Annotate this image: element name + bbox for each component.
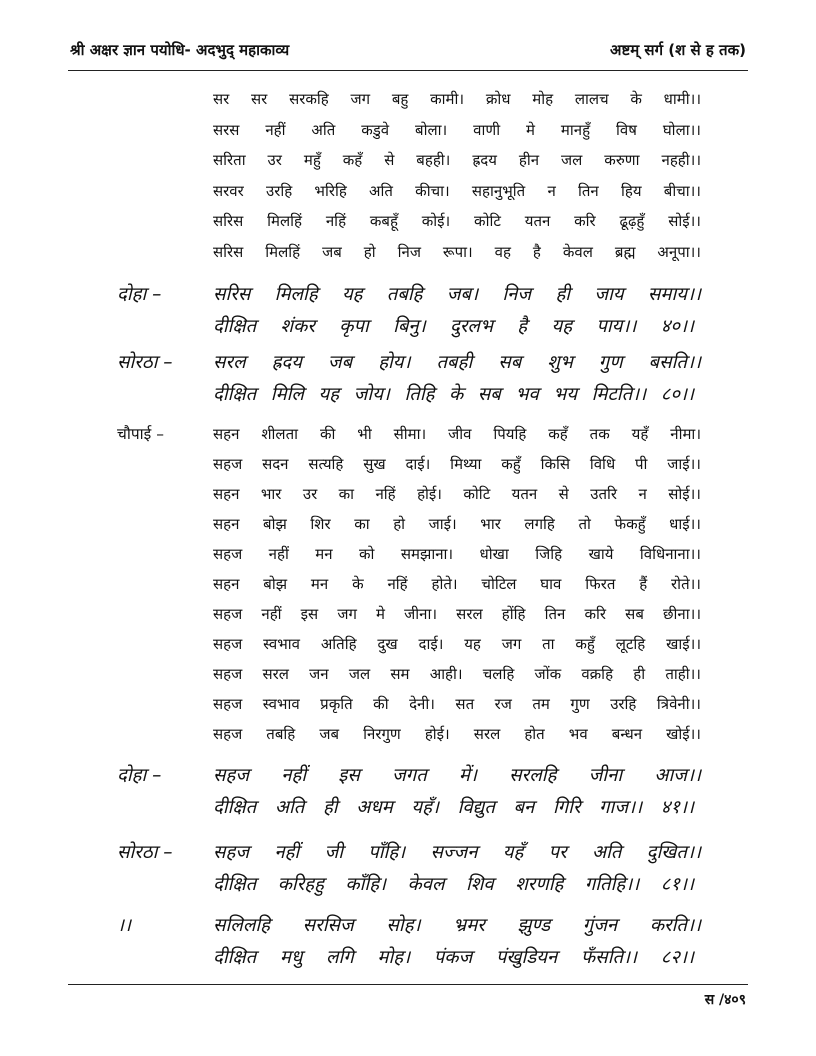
header-divider	[68, 70, 748, 71]
doha-line: दीक्षित अति ही अधम यहँ। विद्युत बन गिरि गाज।। ४१।।	[213, 797, 694, 818]
verse-line: सर सर सरकहि जग बहु कामी। क्रोध मोह लालच के धामी।।	[213, 90, 701, 108]
sortha-label: सोरठा –	[117, 842, 173, 863]
verse-line: सरिस मिलहिं नहिं कबहूँ कोई। कोटि यतन करि ढूढ़हुँ सोई।।	[213, 212, 701, 230]
verse-line: सहन भार उर का नहिं होई। कोटि यतन से उतरि न सोई।।	[213, 485, 701, 503]
verse-line: सरवर उरहि भरिहि अति कीचा। सहानुभूति न तिन हिय बीचा।।	[213, 182, 701, 200]
sortha-line: सलिलहि सरसिज सोह। भ्रमर झुण्ड गुंजन करति।।	[213, 915, 701, 936]
verse-line: सहज सदन सत्यहि सुख दाई। मिथ्या कहुँ किसि विधि पी जाई।।	[213, 455, 701, 473]
verse-line: सहज नहीं मन को समझाना। धोखा जिहि खाये विधिनाना।।	[213, 545, 701, 563]
doha-line: सरिस मिलहि यह तबहि जब। निज ही जाय समाय।।	[213, 284, 701, 305]
sortha-line: सहज नहीं जी पाँहि। सज्जन यहँ पर अति दुखित।।	[213, 842, 701, 863]
header-book-title: श्री अक्षर ज्ञान पयोधि- अदभुद् महाकाव्य	[70, 41, 290, 59]
page-number: स /४०९	[704, 992, 746, 1008]
chaupai-label: चौपाई –	[117, 425, 164, 443]
verse-line: सहज स्वभाव प्रकृति की देनी। सत रज तम गुण उरहि त्रिवेनी।।	[213, 695, 701, 713]
sortha-line: सरल ह्रदय जब होय। तबही सब शुभ गुण बसति।।	[213, 352, 701, 373]
sortha-label: सोरठा –	[117, 352, 173, 373]
sortha-label: ।।	[117, 915, 132, 936]
doha-line: दीक्षित शंकर कृपा बिनु। दुरलभ है यह पाय।। ४०।।	[213, 316, 694, 337]
footer-divider	[68, 984, 748, 985]
verse-line: सरिता उर महुँ कहँ से बहही। ह्रदय हीन जल करुणा नहही।।	[213, 151, 701, 169]
doha-line: सहज नहीं इस जगत में। सरलहि जीना आज।।	[213, 765, 701, 786]
doha-label: दोहा –	[117, 765, 162, 786]
verse-line: सरिस मिलहिं जब हो निज रूपा। वह है केवल ब्रह्म अनूपा।।	[213, 243, 701, 261]
verse-line: सरस नहीं अति कडुवे बोला। वाणी मे मानहुँ विष घोला।।	[213, 121, 701, 139]
verse-line: सहज सरल जन जल सम आही। चलहि जोंक वक्रहि ही ताही।।	[213, 665, 701, 683]
verse-line: सहन बोझ शिर का हो जाई। भार लगहि तो फेकहुँ धाई।।	[213, 515, 701, 533]
verse-line: सहज तबहि जब निरगुण होई। सरल होत भव बन्धन खोई।।	[213, 725, 701, 743]
header-chapter-title: अष्टम् सर्ग (श से ह तक)	[610, 41, 746, 59]
verse-line: सहज नहीं इस जग मे जीना। सरल होंहि तिन करि सब छीना।।	[213, 605, 701, 623]
verse-line: सहज स्वभाव अतिहि दुख दाई। यह जग ता कहुँ लूटहि खाई।।	[213, 635, 701, 653]
sortha-line: दीक्षित मिलि यह जोय। तिहि के सब भव भय मिटति।। ८०।।	[213, 384, 694, 405]
sortha-line: दीक्षित करिहहु काँहि। केवल शिव शरणहि गतिहि।। ८१।।	[213, 874, 694, 895]
sortha-line: दीक्षित मधु लगि मोह। पंकज पंखुडियन फँसति।। ८२।।	[213, 947, 694, 968]
verse-line: सहन शीलता की भी सीमा। जीव पियहि कहँ तक यहँ नीमा।	[213, 425, 701, 443]
doha-label: दोहा –	[117, 284, 162, 305]
verse-line: सहन बोझ मन के नहिं होते। चोटिल घाव फिरत हैं रोते।।	[213, 575, 701, 593]
